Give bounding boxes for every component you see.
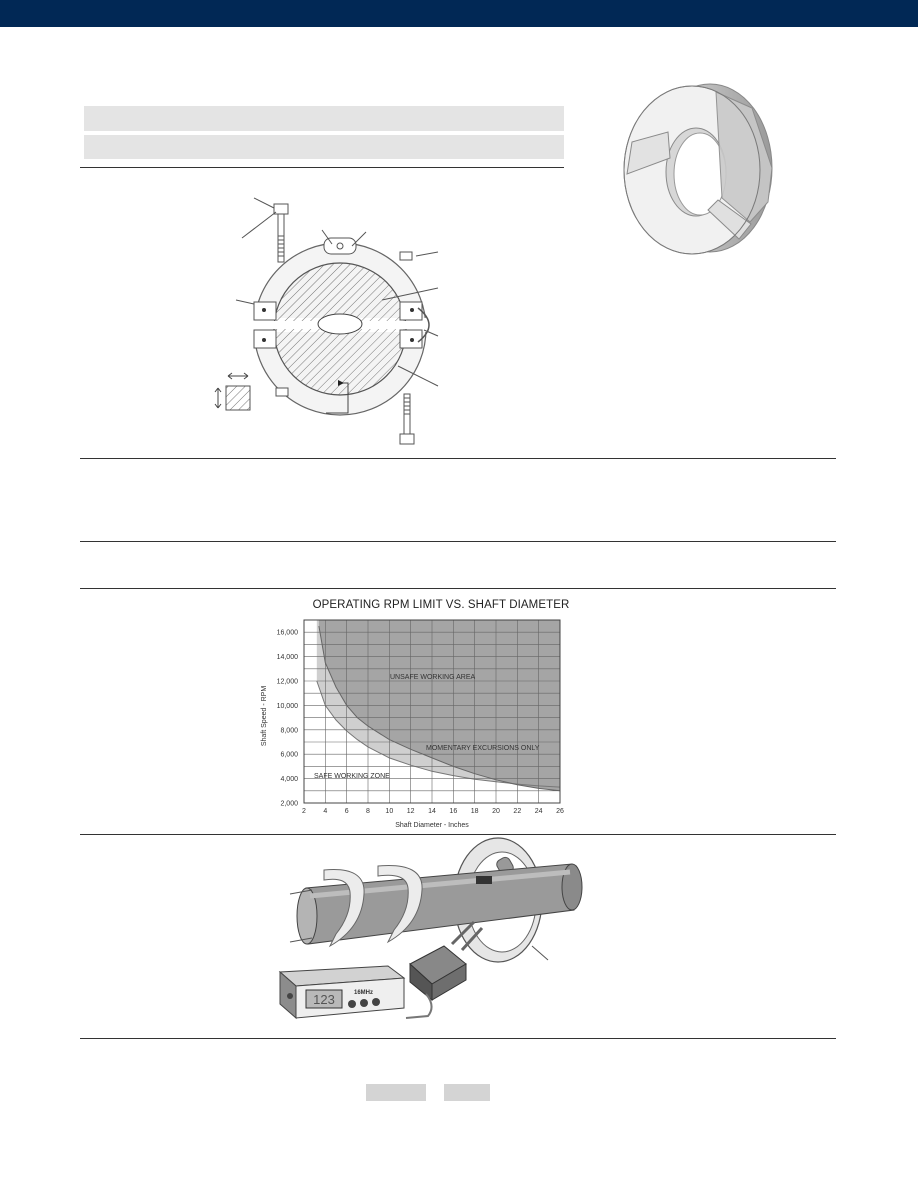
x-tick-label: 6 — [344, 808, 349, 815]
y-tick-label: 6,000 — [280, 751, 298, 759]
annotation-unsafe: UNSAFE WORKING AREA — [390, 674, 476, 681]
x-tick-label: 22 — [513, 808, 522, 815]
x-tick-label: 16 — [449, 808, 458, 815]
spec-row — [84, 135, 564, 159]
readout-freq: 16MHz — [354, 990, 374, 996]
divider — [80, 588, 836, 589]
y-tick-label: 16,000 — [276, 629, 298, 637]
annotation-safe: SAFE WORKING ZONE — [314, 773, 390, 780]
x-tick-label: 24 — [534, 808, 543, 815]
rpm-chart — [252, 612, 572, 834]
spec-row — [84, 106, 564, 131]
divider — [80, 834, 836, 835]
y-tick-label: 14,000 — [276, 654, 298, 662]
divider — [80, 458, 836, 459]
y-tick-label: 10,000 — [276, 702, 298, 710]
x-tick-label: 8 — [366, 808, 370, 815]
readout-display: 123 — [313, 992, 335, 1007]
y-tick-label: 12,000 — [276, 678, 298, 686]
x-tick-label: 26 — [556, 808, 564, 815]
divider — [80, 167, 564, 168]
x-tick-label: 2 — [302, 808, 306, 815]
y-axis-label: Shaft Speed - RPM — [261, 685, 268, 747]
annotation-momentary: MOMENTARY EXCURSIONS ONLY — [426, 745, 540, 752]
assembly-drawing — [212, 190, 452, 452]
x-tick-label: 20 — [492, 808, 500, 815]
footer-block — [366, 1084, 426, 1101]
header-bar — [0, 0, 918, 27]
footer-block — [444, 1084, 490, 1101]
divider — [80, 541, 836, 542]
y-tick-label: 2,000 — [280, 800, 298, 808]
divider — [80, 1038, 836, 1039]
chart-title: OPERATING RPM LIMIT VS. SHAFT DIAMETER — [312, 599, 570, 611]
x-tick-label: 4 — [323, 808, 328, 815]
split-collar-image — [618, 82, 784, 260]
y-tick-label: 4,000 — [280, 776, 298, 784]
y-tick-label: 8,000 — [280, 727, 298, 735]
x-tick-label: 10 — [385, 808, 394, 815]
x-tick-label: 18 — [470, 808, 479, 815]
x-axis-label: Shaft Diameter - Inches — [395, 822, 469, 829]
x-tick-label: 12 — [406, 808, 415, 815]
installation-illustration — [276, 836, 586, 1020]
x-tick-label: 14 — [428, 808, 436, 815]
